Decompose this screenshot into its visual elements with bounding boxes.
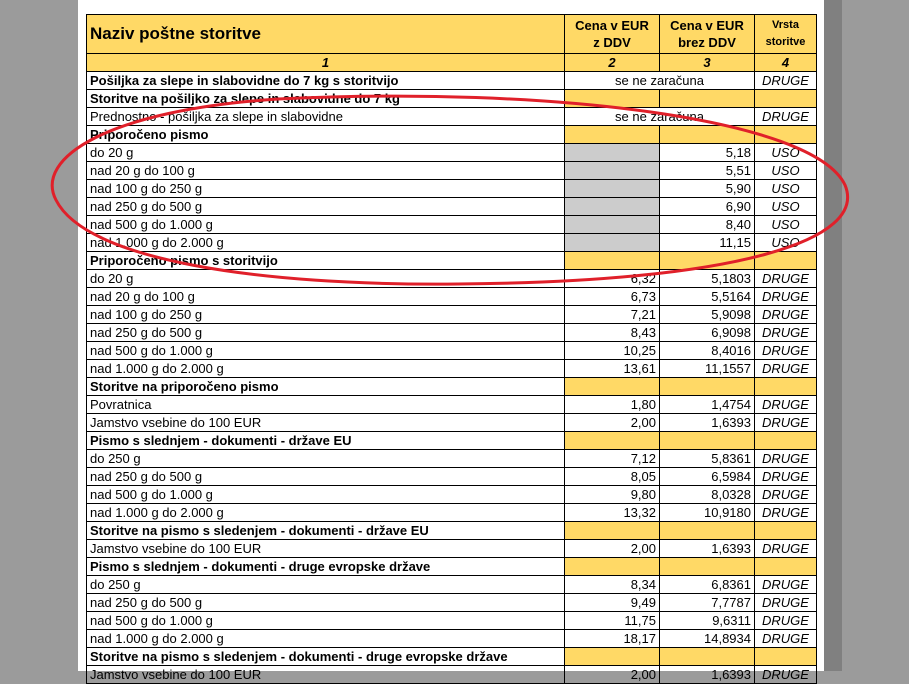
column-title-price-with-vat <box>565 15 660 54</box>
price-without-vat-cell <box>660 522 755 540</box>
price-without-vat-cell: 5,1803 <box>660 270 755 288</box>
price-with-vat-cell: 7,12 <box>565 450 660 468</box>
price-with-vat-cell: 2,00 <box>565 540 660 558</box>
price-with-vat-cell <box>565 126 660 144</box>
section-label: Priporočeno pismo <box>87 126 565 144</box>
price-row <box>87 288 817 306</box>
price-without-vat-cell: 1,6393 <box>660 540 755 558</box>
section-row <box>87 252 817 270</box>
price-without-vat-cell <box>660 432 755 450</box>
price-with-vat-cell <box>565 234 660 252</box>
service-label: Jamstvo vsebine do 100 EUR <box>87 540 565 558</box>
section-label: Pošiljka za slepe in slabovidne do 7 kg s storitvijo <box>87 72 565 90</box>
service-type-cell <box>755 432 817 450</box>
price-row <box>87 612 817 630</box>
price-without-vat-cell: 6,9098 <box>660 324 755 342</box>
service-type-cell: USO <box>755 144 817 162</box>
price-without-vat-cell <box>660 378 755 396</box>
column-number: 2 <box>565 54 660 72</box>
price-row <box>87 486 817 504</box>
price-with-vat-cell <box>565 252 660 270</box>
column-title-name: Naziv poštne storitve <box>87 15 565 54</box>
service-type-cell: DRUGE <box>755 396 817 414</box>
price-without-vat-cell: 8,4016 <box>660 342 755 360</box>
service-type-cell: DRUGE <box>755 612 817 630</box>
price-without-vat-cell: 6,90 <box>660 198 755 216</box>
column-title-service-type <box>755 15 817 54</box>
section-label: Pismo s slednjem - dokumenti - države EU <box>87 432 565 450</box>
price-without-vat-cell <box>660 648 755 666</box>
service-type-cell: DRUGE <box>755 504 817 522</box>
price-without-vat-cell <box>660 126 755 144</box>
section-label: Pismo s slednjem - dokumenti - druge evropske države <box>87 558 565 576</box>
price-note: se ne zaračuna <box>565 72 755 90</box>
price-with-vat-cell <box>565 432 660 450</box>
price-row <box>87 324 817 342</box>
price-with-vat-cell: 8,43 <box>565 324 660 342</box>
section-row <box>87 432 817 450</box>
column-number: 3 <box>660 54 755 72</box>
price-with-vat-cell <box>565 522 660 540</box>
price-without-vat-cell: 5,5164 <box>660 288 755 306</box>
service-type-cell: DRUGE <box>755 306 817 324</box>
service-label: nad 250 g do 500 g <box>87 594 565 612</box>
price-with-vat-cell: 6,73 <box>565 288 660 306</box>
service-type-cell <box>755 558 817 576</box>
service-label: nad 250 g do 500 g <box>87 198 565 216</box>
price-with-vat-cell <box>565 162 660 180</box>
price-row <box>87 450 817 468</box>
price-without-vat-cell <box>660 252 755 270</box>
service-label: nad 20 g do 100 g <box>87 288 565 306</box>
price-without-vat-cell: 5,8361 <box>660 450 755 468</box>
price-with-vat-cell: 9,80 <box>565 486 660 504</box>
service-label: Prednostno - pošiljka za slepe in slabovidne <box>87 108 565 126</box>
service-label: nad 1.000 g do 2.000 g <box>87 360 565 378</box>
service-type-cell: DRUGE <box>755 108 817 126</box>
service-label: nad 250 g do 500 g <box>87 468 565 486</box>
price-without-vat-cell: 1,6393 <box>660 414 755 432</box>
price-with-vat-cell <box>565 378 660 396</box>
col3-line1: Cena v EUR <box>670 18 744 33</box>
service-type-cell: DRUGE <box>755 576 817 594</box>
service-label: Povratnica <box>87 396 565 414</box>
service-type-cell: DRUGE <box>755 270 817 288</box>
price-with-vat-cell: 8,34 <box>565 576 660 594</box>
service-label: Jamstvo vsebine do 100 EUR <box>87 414 565 432</box>
service-type-cell <box>755 378 817 396</box>
price-row <box>87 666 817 684</box>
service-label: do 20 g <box>87 270 565 288</box>
price-with-vat-cell <box>565 90 660 108</box>
section-row <box>87 522 817 540</box>
price-row <box>87 198 817 216</box>
price-row <box>87 108 817 126</box>
price-table <box>86 14 817 684</box>
table-body <box>87 72 817 684</box>
price-row <box>87 306 817 324</box>
price-with-vat-cell: 13,61 <box>565 360 660 378</box>
price-row <box>87 360 817 378</box>
price-with-vat-cell: 11,75 <box>565 612 660 630</box>
price-row <box>87 180 817 198</box>
price-with-vat-cell <box>565 198 660 216</box>
price-without-vat-cell: 8,0328 <box>660 486 755 504</box>
price-with-vat-cell: 9,49 <box>565 594 660 612</box>
service-type-cell: USO <box>755 180 817 198</box>
price-with-vat-cell: 13,32 <box>565 504 660 522</box>
price-without-vat-cell: 5,90 <box>660 180 755 198</box>
service-type-cell: DRUGE <box>755 414 817 432</box>
price-note: se ne zaračuna <box>565 108 755 126</box>
price-without-vat-cell: 1,4754 <box>660 396 755 414</box>
column-number-row <box>87 54 817 72</box>
section-label: Storitve na pismo s sledenjem - dokumenti - države EU <box>87 522 565 540</box>
price-with-vat-cell <box>565 216 660 234</box>
price-row <box>87 468 817 486</box>
price-without-vat-cell: 11,15 <box>660 234 755 252</box>
price-row <box>87 414 817 432</box>
service-type-cell: USO <box>755 162 817 180</box>
price-without-vat-cell: 9,6311 <box>660 612 755 630</box>
price-with-vat-cell: 7,21 <box>565 306 660 324</box>
price-without-vat-cell: 11,1557 <box>660 360 755 378</box>
section-row <box>87 648 817 666</box>
page-shadow <box>824 0 842 671</box>
service-type-cell: DRUGE <box>755 288 817 306</box>
col4-line1: Vrsta <box>772 19 799 31</box>
column-number: 4 <box>755 54 817 72</box>
service-type-cell: DRUGE <box>755 486 817 504</box>
price-row <box>87 594 817 612</box>
section-row <box>87 72 817 90</box>
service-label: nad 500 g do 1.000 g <box>87 486 565 504</box>
service-label: nad 100 g do 250 g <box>87 306 565 324</box>
price-row <box>87 576 817 594</box>
price-without-vat-cell: 6,8361 <box>660 576 755 594</box>
service-type-cell: DRUGE <box>755 72 817 90</box>
price-row <box>87 540 817 558</box>
price-without-vat-cell: 1,6393 <box>660 666 755 684</box>
section-row <box>87 126 817 144</box>
service-type-cell <box>755 126 817 144</box>
section-row <box>87 558 817 576</box>
service-label: nad 250 g do 500 g <box>87 324 565 342</box>
document-page <box>78 0 824 682</box>
service-label: nad 20 g do 100 g <box>87 162 565 180</box>
price-with-vat-cell <box>565 144 660 162</box>
price-with-vat-cell: 2,00 <box>565 414 660 432</box>
service-type-cell: USO <box>755 216 817 234</box>
price-row <box>87 504 817 522</box>
price-without-vat-cell: 8,40 <box>660 216 755 234</box>
service-label: Jamstvo vsebine do 100 EUR <box>87 666 565 684</box>
service-type-cell <box>755 522 817 540</box>
price-row <box>87 144 817 162</box>
service-label: nad 500 g do 1.000 g <box>87 342 565 360</box>
price-without-vat-cell: 5,18 <box>660 144 755 162</box>
price-row <box>87 396 817 414</box>
service-label: nad 500 g do 1.000 g <box>87 612 565 630</box>
price-with-vat-cell: 10,25 <box>565 342 660 360</box>
price-with-vat-cell <box>565 648 660 666</box>
price-row <box>87 234 817 252</box>
service-type-cell: DRUGE <box>755 468 817 486</box>
service-type-cell: DRUGE <box>755 324 817 342</box>
price-with-vat-cell: 2,00 <box>565 666 660 684</box>
col4-line2: storitve <box>765 36 806 48</box>
service-label: nad 500 g do 1.000 g <box>87 216 565 234</box>
section-row <box>87 90 817 108</box>
section-label: Storitve na pošiljko za slepe in slabovidne do 7 kg <box>87 90 565 108</box>
price-without-vat-cell <box>660 90 755 108</box>
price-without-vat-cell: 5,51 <box>660 162 755 180</box>
price-without-vat-cell: 10,9180 <box>660 504 755 522</box>
price-with-vat-cell: 6,32 <box>565 270 660 288</box>
col2-line1: Cena v EUR <box>575 18 649 33</box>
price-with-vat-cell <box>565 558 660 576</box>
service-label: nad 1.000 g do 2.000 g <box>87 630 565 648</box>
price-row <box>87 216 817 234</box>
service-type-cell: USO <box>755 198 817 216</box>
service-label: nad 100 g do 250 g <box>87 180 565 198</box>
service-type-cell: DRUGE <box>755 360 817 378</box>
col2-line2: z DDV <box>593 35 631 50</box>
col3-line2: brez DDV <box>678 35 736 50</box>
price-with-vat-cell: 1,80 <box>565 396 660 414</box>
service-type-cell: DRUGE <box>755 594 817 612</box>
section-label: Storitve na priporočeno pismo <box>87 378 565 396</box>
section-label: Priporočeno pismo s storitvijo <box>87 252 565 270</box>
service-label: do 20 g <box>87 144 565 162</box>
section-row <box>87 378 817 396</box>
price-with-vat-cell: 8,05 <box>565 468 660 486</box>
service-label: nad 1.000 g do 2.000 g <box>87 234 565 252</box>
price-without-vat-cell: 6,5984 <box>660 468 755 486</box>
service-type-cell <box>755 648 817 666</box>
price-without-vat-cell: 7,7787 <box>660 594 755 612</box>
price-without-vat-cell <box>660 558 755 576</box>
price-row <box>87 270 817 288</box>
column-number: 1 <box>87 54 565 72</box>
service-type-cell: USO <box>755 234 817 252</box>
service-type-cell: DRUGE <box>755 540 817 558</box>
price-without-vat-cell: 5,9098 <box>660 306 755 324</box>
column-title-price-without-vat <box>660 15 755 54</box>
service-type-cell: DRUGE <box>755 450 817 468</box>
price-with-vat-cell <box>565 180 660 198</box>
service-type-cell <box>755 252 817 270</box>
price-without-vat-cell: 14,8934 <box>660 630 755 648</box>
service-type-cell: DRUGE <box>755 666 817 684</box>
price-row <box>87 342 817 360</box>
section-label: Storitve na pismo s sledenjem - dokumenti - druge evropske države <box>87 648 565 666</box>
service-type-cell <box>755 90 817 108</box>
service-label: do 250 g <box>87 450 565 468</box>
table-header-row <box>87 15 817 54</box>
price-with-vat-cell: 18,17 <box>565 630 660 648</box>
service-label: do 250 g <box>87 576 565 594</box>
service-label: nad 1.000 g do 2.000 g <box>87 504 565 522</box>
service-type-cell: DRUGE <box>755 630 817 648</box>
service-type-cell: DRUGE <box>755 342 817 360</box>
price-row <box>87 630 817 648</box>
price-row <box>87 162 817 180</box>
